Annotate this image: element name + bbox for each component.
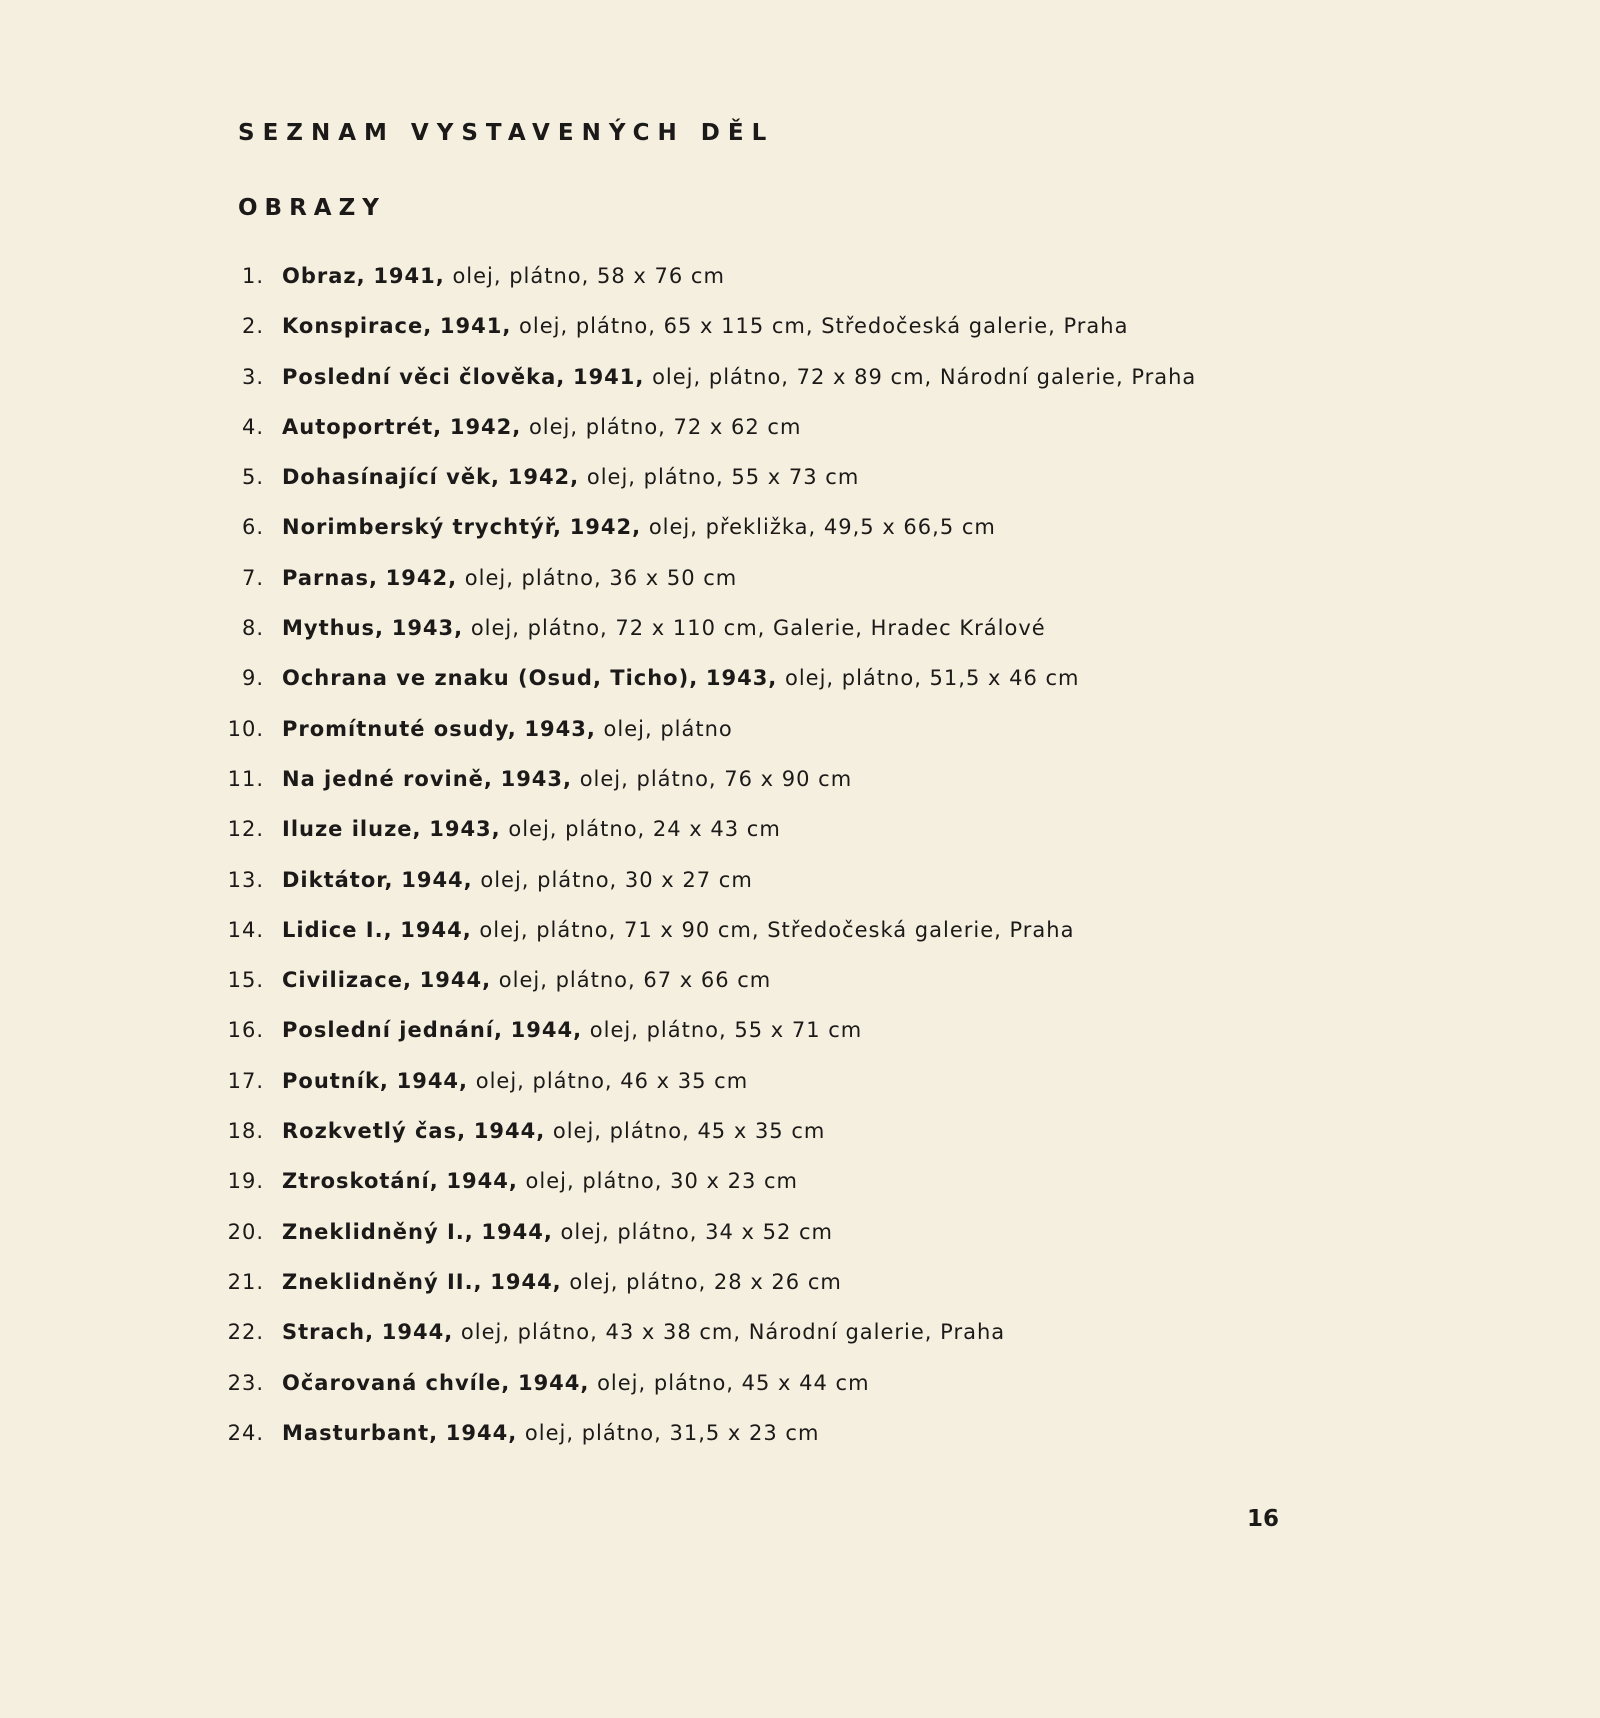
list-item (0, 1270, 1600, 1320)
work-title: Autoportrét, (282, 414, 443, 439)
item-number: 4. (241, 414, 264, 439)
work-year: 1942, (507, 465, 580, 490)
work-title: Civilizace, (282, 968, 412, 993)
list-item (0, 666, 1600, 716)
item-number: 2. (241, 314, 264, 339)
list-item (0, 868, 1600, 918)
list-item (0, 1421, 1600, 1471)
work-year: 1943, (391, 616, 464, 641)
list-item (0, 817, 1600, 867)
item-content (282, 1169, 798, 1193)
work-title: Norimberský trychtýř, (282, 515, 562, 540)
item-content (282, 314, 1128, 338)
work-details: olej, plátno, 43 x 38 cm, Národní galerie, Praha (460, 1320, 1006, 1345)
item-content (282, 666, 1079, 690)
item-content (282, 918, 1074, 942)
item-number: 17. (227, 1068, 264, 1093)
page-number: 16 (1247, 1506, 1280, 1532)
list-item (0, 1169, 1600, 1219)
work-year: 1942, (449, 414, 522, 439)
work-details: olej, plátno, 55 x 71 cm (589, 1018, 863, 1043)
work-year: 1941, (572, 364, 645, 389)
item-number: 3. (241, 364, 264, 389)
work-title: Parnas, (282, 565, 378, 590)
work-title: Obraz, (282, 264, 366, 288)
item-number: 23. (227, 1370, 264, 1395)
work-title: Poutník, (282, 1068, 389, 1093)
list-item (0, 1119, 1600, 1169)
work-details: olej, plátno, 76 x 90 cm (579, 766, 853, 791)
item-number: 24. (227, 1420, 264, 1445)
item-number: 11. (227, 766, 264, 791)
item-number: 8. (241, 616, 264, 641)
item-content (282, 1421, 819, 1445)
item-number: 10. (227, 716, 264, 741)
item-number: 9. (241, 666, 264, 691)
item-content (282, 1320, 1005, 1344)
list-item (0, 1320, 1600, 1370)
work-details: olej, plátno, 72 x 89 cm, Národní galerie, Praha (652, 364, 1197, 389)
list-item (0, 264, 1600, 314)
work-title: Poslední věci člověka, (282, 364, 566, 389)
work-details: olej, plátno, 51,5 x 46 cm (784, 666, 1080, 691)
item-content (282, 717, 733, 741)
list-item (0, 415, 1600, 465)
item-number: 12. (227, 817, 264, 842)
work-title: Zneklidněný II., (282, 1269, 483, 1294)
list-item (0, 968, 1600, 1018)
item-number: 1. (241, 264, 264, 288)
works-list (0, 264, 1600, 1471)
item-number: 6. (241, 515, 264, 540)
work-title: Ochrana ve znaku (Osud, Ticho), (282, 666, 699, 691)
work-details: olej, plátno (603, 716, 733, 741)
work-title: Masturbant, (282, 1420, 439, 1445)
work-details: olej, plátno, 45 x 35 cm (552, 1119, 826, 1144)
work-year: 1941, (373, 264, 445, 288)
work-title: Rozkvetlý čas, (282, 1119, 467, 1144)
list-item (0, 717, 1600, 767)
work-details: olej, překližka, 49,5 x 66,5 cm (648, 515, 996, 540)
work-year: 1944, (473, 1119, 546, 1144)
work-details: olej, plátno, 30 x 23 cm (525, 1169, 798, 1194)
work-details: olej, plátno, 67 x 66 cm (498, 968, 772, 993)
work-year: 1944, (481, 1219, 553, 1244)
work-year: 1942, (385, 565, 458, 590)
item-content (282, 868, 753, 892)
item-number: 18. (227, 1119, 264, 1144)
item-content (282, 1270, 842, 1294)
item-content (282, 264, 725, 288)
item-number: 16. (227, 1018, 264, 1043)
work-year: 1944, (517, 1370, 590, 1395)
work-details: olej, plátno, 45 x 44 cm (597, 1370, 870, 1395)
work-details: olej, plátno, 36 x 50 cm (464, 565, 738, 590)
list-item (0, 314, 1600, 364)
list-item (0, 767, 1600, 817)
item-content (282, 1018, 862, 1042)
page-title: SEZNAM VYSTAVENÝCH DĚL (238, 120, 775, 146)
work-details: olej, plátno, 24 x 43 cm (508, 817, 781, 842)
list-item (0, 1069, 1600, 1119)
work-details: olej, plátno, 71 x 90 cm, Středočeská galerie, Praha (479, 917, 1075, 942)
work-title: Poslední jednání, (282, 1018, 503, 1043)
work-title: Diktátor, (282, 867, 394, 892)
list-item (0, 1018, 1600, 1068)
list-item (0, 365, 1600, 415)
work-details: olej, plátno, 58 x 76 cm (452, 264, 725, 288)
item-content (282, 817, 781, 841)
item-content (282, 767, 852, 791)
item-content (282, 616, 1046, 640)
work-year: 1944, (446, 1169, 518, 1194)
item-number: 5. (241, 465, 264, 490)
item-content (282, 415, 801, 439)
work-details: olej, plátno, 46 x 35 cm (475, 1068, 749, 1093)
item-number: 21. (227, 1269, 264, 1294)
work-year: 1944, (401, 867, 473, 892)
item-number: 22. (227, 1320, 264, 1345)
item-number: 7. (241, 565, 264, 590)
work-title: Iluze iluze, (282, 817, 422, 842)
list-item (0, 566, 1600, 616)
item-number: 13. (227, 867, 264, 892)
work-details: olej, plátno, 31,5 x 23 cm (524, 1420, 820, 1445)
work-title: Strach, (282, 1320, 375, 1345)
work-details: olej, plátno, 34 x 52 cm (560, 1219, 834, 1244)
work-year: 1944, (419, 968, 492, 993)
item-number: 15. (227, 968, 264, 993)
item-content (282, 365, 1196, 389)
work-details: olej, plátno, 28 x 26 cm (569, 1269, 842, 1294)
work-year: 1943, (429, 817, 501, 842)
work-year: 1943, (524, 716, 596, 741)
work-details: olej, plátno, 65 x 115 cm, Středočeská galerie, Praha (519, 314, 1129, 339)
item-content (282, 465, 859, 489)
list-item (0, 616, 1600, 666)
work-details: olej, plátno, 72 x 110 cm, Galerie, Hradec Králové (470, 616, 1046, 641)
work-year: 1941, (439, 314, 512, 339)
work-title: Mythus, (282, 616, 385, 641)
work-title: Promítnuté osudy, (282, 716, 517, 741)
work-title: Zneklidněný I., (282, 1219, 474, 1244)
item-content (282, 1220, 833, 1244)
item-number: 14. (227, 917, 264, 942)
work-title: Dohasínající věk, (282, 465, 501, 490)
work-title: Ztroskotání, (282, 1169, 439, 1194)
work-details: olej, plátno, 30 x 27 cm (480, 867, 753, 892)
work-title: Lidice I., (282, 917, 393, 942)
work-year: 1942, (569, 515, 642, 540)
work-title: Očarovaná chvíle, (282, 1370, 511, 1395)
work-year: 1943, (705, 666, 778, 691)
work-year: 1944, (510, 1018, 583, 1043)
item-content (282, 1371, 870, 1395)
work-details: olej, plátno, 72 x 62 cm (528, 414, 802, 439)
work-year: 1944, (381, 1320, 454, 1345)
list-item (0, 465, 1600, 515)
item-content (282, 515, 996, 539)
list-item (0, 1220, 1600, 1270)
work-title: Na jedné rovině, (282, 766, 493, 791)
item-content (282, 968, 771, 992)
section-heading: OBRAZY (238, 195, 386, 221)
item-number: 19. (227, 1169, 264, 1194)
work-year: 1944, (490, 1269, 562, 1294)
item-content (282, 1069, 748, 1093)
work-year: 1943, (500, 766, 573, 791)
item-content (282, 566, 737, 590)
work-year: 1944, (445, 1420, 518, 1445)
item-number: 20. (227, 1219, 264, 1244)
list-item (0, 1371, 1600, 1421)
work-year: 1944, (396, 1068, 469, 1093)
work-details: olej, plátno, 55 x 73 cm (586, 465, 860, 490)
list-item (0, 918, 1600, 968)
work-year: 1944, (400, 917, 472, 942)
list-item (0, 515, 1600, 565)
item-content (282, 1119, 825, 1143)
work-title: Konspirace, (282, 314, 433, 339)
